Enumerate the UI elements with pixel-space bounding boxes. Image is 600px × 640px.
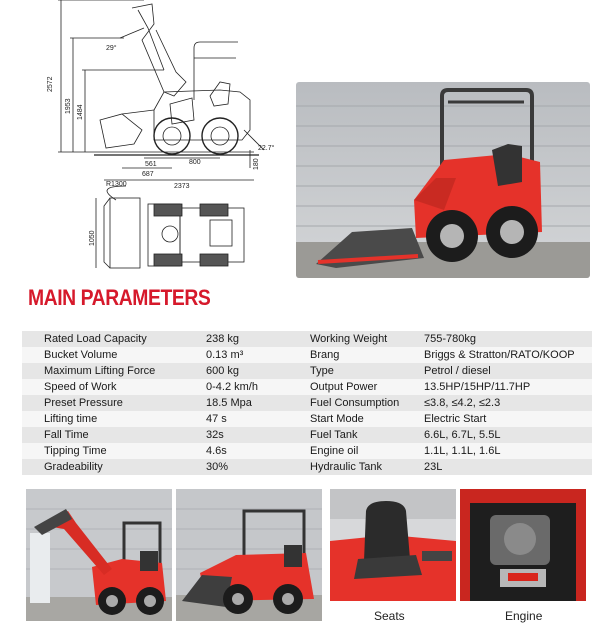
dim-clearance: 180 [253,158,260,170]
table-row [290,379,592,395]
param-value: 600 kg [206,363,290,379]
dim-height-low: 1484 [77,104,84,120]
param-value: 13.5HP/15HP/11.7HP [424,379,592,395]
param-label: Rated Load Capacity [22,331,206,347]
param-label: Engine oil [290,443,424,459]
param-label: Start Mode [290,411,424,427]
dim-length-total: 2373 [174,183,190,190]
param-value: Petrol / diesel [424,363,592,379]
table-row [290,363,592,379]
param-label: Output Power [290,379,424,395]
table-row [22,331,290,347]
technical-drawing [14,0,304,272]
caption-engine: Engine [505,609,543,623]
dim-height-mid: 1953 [65,98,72,114]
loader-front-photo [176,489,322,621]
param-label: Hydraulic Tank [290,459,424,475]
param-value: 755-780kg [424,331,592,347]
param-label: Preset Pressure [22,395,206,411]
table-row [290,331,592,347]
table-row [290,427,592,443]
table-row [290,411,592,427]
table-row [290,459,592,475]
param-value: 32s [206,427,290,443]
param-value: 47 s [206,411,290,427]
dim-radius: R1300 [106,181,127,188]
param-label: Fall Time [22,427,206,443]
table-row [22,347,290,363]
param-label: Speed of Work [22,379,206,395]
dim-height-total: 2572 [47,76,54,92]
param-value: 23L [424,459,592,475]
table-row [290,347,592,363]
table-row [22,443,290,459]
loader-raised-arm-photo [26,489,172,621]
table-row [290,395,592,411]
table-row [22,395,290,411]
param-value: ≤3.8, ≤4.2, ≤2.3 [424,395,592,411]
hero-loader-photo [296,82,590,278]
param-value: 30% [206,459,290,475]
param-label: Bucket Volume [22,347,206,363]
section-title: MAIN PARAMETERS [28,285,211,310]
table-row [22,459,290,475]
dim-width-top-view: 1050 [89,230,96,246]
param-label: Lifting time [22,411,206,427]
dim-angle-top: 29° [106,45,117,52]
param-label: Gradeability [22,459,206,475]
param-label: Working Weight [290,331,424,347]
param-value: 6.6L, 6.7L, 5.5L [424,427,592,443]
param-value: 0.13 m³ [206,347,290,363]
param-value: 1.1L, 1.1L, 1.6L [424,443,592,459]
table-row [22,411,290,427]
dim-width-800: 800 [189,159,201,166]
param-value: 238 kg [206,331,290,347]
param-value: 18.5 Mpa [206,395,290,411]
table-row [290,443,592,459]
engine-photo [460,489,586,601]
param-value: 4.6s [206,443,290,459]
dim-width-561: 561 [145,161,157,168]
param-label: Brang [290,347,424,363]
seats-photo [330,489,456,601]
param-value: Briggs & Stratton/RATO/KOOP [424,347,592,363]
param-label: Maximum Lifting Force [22,363,206,379]
params-table-left [22,331,290,475]
table-row [22,427,290,443]
param-label: Tipping Time [22,443,206,459]
dim-angle-rear: 22.7° [258,145,275,152]
params-table-right [290,331,592,475]
table-row [22,363,290,379]
loader-dimension-drawing [14,0,304,272]
param-label: Type [290,363,424,379]
dim-width-687: 687 [142,171,154,178]
param-value: Electric Start [424,411,592,427]
param-label: Fuel Tank [290,427,424,443]
table-row [22,379,290,395]
param-value: 0-4.2 km/h [206,379,290,395]
param-label: Fuel Consumption [290,395,424,411]
caption-seats: Seats [374,609,405,623]
